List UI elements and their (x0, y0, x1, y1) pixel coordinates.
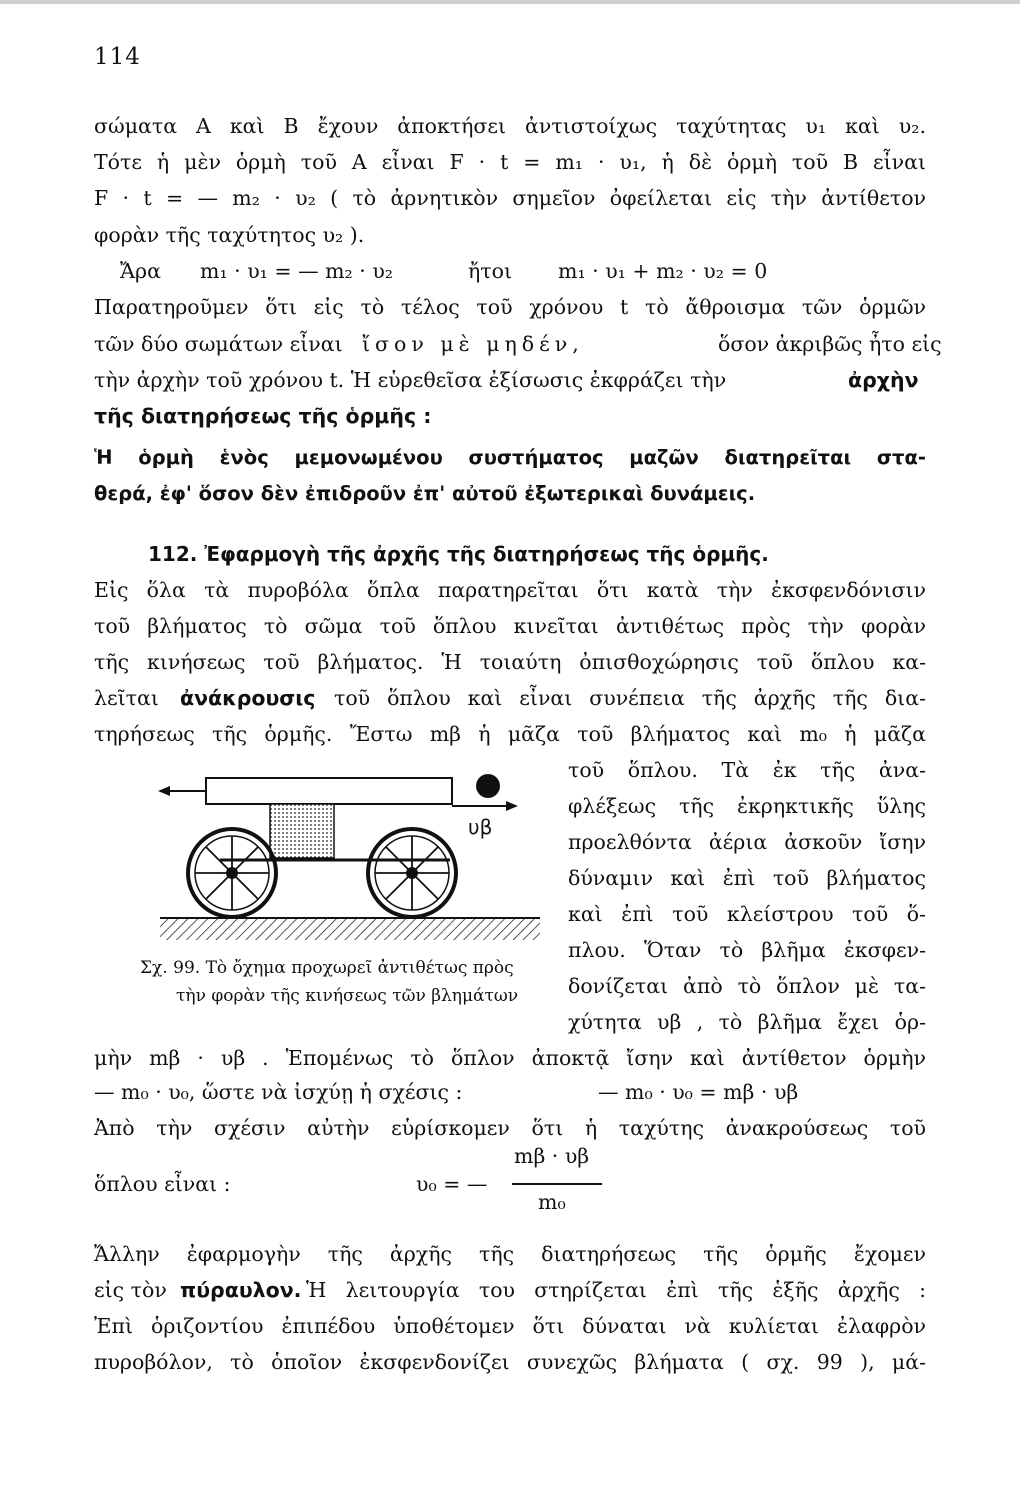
projectile (476, 774, 500, 798)
text-line-part: Ἡ λειτουργία του στηρίζεται ἐπὶ τῆς ἑξῆς ἀρχῆς : (306, 1278, 926, 1302)
theorem-line: θερά, ἐφ' ὅσον δὲν ἐπιδροῦν ἐπ' αὐτοῦ ἐξωτερικαὶ δυνάμεις. (94, 482, 756, 505)
cart-platform (206, 778, 452, 804)
figure-caption: Σχ. 99. Τὸ ὄχημα προχωρεῖ ἀντιθέτως πρὸς (140, 958, 514, 978)
text-line: Ἄλλην ἐφαρμογὴν τῆς ἀρχῆς τῆς διατηρήσεως τῆς ὁρμῆς ἔχομεν (94, 1242, 926, 1266)
theorem-line: Ἡ ὁρμὴ ἑνὸς μεμονωμένου συστήματος μαζῶν διατηρεῖται στα- (94, 446, 926, 469)
text-line-part: τῶν δύο σωμάτων εἶναι (94, 332, 343, 356)
bold-term-recoil: ἀνάκρουσις (180, 686, 316, 710)
cart-wheel-left (188, 829, 276, 917)
text-line: Εἰς ὅλα τὰ πυροβόλα ὅπλα παρατηρεῖται ὅτι κατὰ τὴν ἐκσφενδόνισιν (94, 578, 926, 602)
cart-wheel-right (368, 829, 456, 917)
text-line: μὴν mβ · υβ . Ἑπομένως τὸ ὅπλον ἀποκτᾷ ἴσην καὶ ἀντίθετον ὁρμὴν (94, 1046, 926, 1070)
fraction-denominator: m₀ (538, 1190, 566, 1214)
text-line: φορὰν τῆς ταχύτητος υ₂ ). (94, 223, 365, 247)
side-text-line: καὶ ἐπὶ τοῦ κλείστρου τοῦ ὅ- (568, 902, 926, 926)
text-line: F · t = — m₂ · υ₂ ( τὸ ἀρνητικὸν σημεῖον ὀφείλεται εἰς τὴν ἀντίθετον (94, 186, 926, 210)
text-line-part: τὴν ἀρχὴν τοῦ χρόνου t. Ἡ εὑρεθεῖσα ἐξίσωσις ἐκφράζει τὴν (94, 368, 727, 392)
text-line: Παρατηροῦμεν ὅτι εἰς τὸ τέλος τοῦ χρόνου t τὸ ἄθροισμα τῶν ὁρμῶν (94, 295, 926, 319)
recoil-arrowhead (158, 786, 170, 796)
side-text-line: δύναμιν καὶ ἐπὶ τοῦ βλήματος (568, 866, 926, 890)
text-line-part: τοῦ ὅπλου καὶ εἶναι συνέπεια τῆς ἀρχῆς τῆς δια- (334, 686, 926, 710)
page-number: 114 (94, 44, 141, 70)
side-text-line: φλέξεως τῆς ἐκρηκτικῆς ὕλης (568, 794, 926, 818)
velocity-label: υβ (468, 815, 493, 839)
equation-momentum-sum: m₁ · υ₁ + m₂ · υ₂ = 0 (558, 259, 768, 283)
text-line: σώματα Α καὶ Β ἔχουν ἀποκτήσει ἀντιστοίχως ταχύτητας υ₁ καὶ υ₂. (94, 114, 926, 138)
side-text-line: δονίζεται ἀπὸ τὸ ὅπλον μὲ τα- (568, 974, 926, 998)
bold-term-conservation: τῆς διατηρήσεως τῆς ὁρμῆς : (94, 404, 432, 428)
equation-lhs: υ₀ = — (416, 1172, 488, 1196)
equation-recoil: — m₀ · υ₀ = mβ · υβ (598, 1080, 799, 1104)
spaced-emphasis: ἴσον μὲ μηδέν, (362, 332, 584, 356)
text-line-part: λεῖται (94, 686, 159, 710)
side-text-line: χύτητα υβ , τὸ βλῆμα ἔχει ὁρ- (568, 1010, 926, 1034)
bold-term-rocket: πύραυλον. (180, 1278, 302, 1302)
section-heading: 112. Ἐφαρμογὴ τῆς ἀρχῆς τῆς διατηρήσεως τῆς ὁρμῆς. (148, 542, 769, 566)
text-line-part: εἰς τὸν (94, 1278, 167, 1302)
text-line: Ἀπὸ τὴν σχέσιν αὐτὴν εὑρίσκομεν ὅτι ἡ ταχύτης ἀνακρούσεως τοῦ (94, 1116, 926, 1140)
fraction-bar (512, 1183, 602, 1185)
side-text-line: τοῦ ὅπλου. Τὰ ἐκ τῆς ἀνα- (568, 758, 926, 782)
equation-momentum-equal: m₁ · υ₁ = — m₂ · υ₂ (200, 259, 393, 283)
text-line: τῆς κινήσεως τοῦ βλήματος. Ἡ τοιαύτη ὀπισθοχώρησις τοῦ ὅπλου κα- (94, 650, 926, 674)
fraction-numerator: mβ · υβ (514, 1144, 590, 1168)
equation-htoi-label: ἤτοι (468, 259, 513, 283)
figure-caption: τὴν φορὰν τῆς κινήσεως τῶν βλημάτων (176, 986, 519, 1006)
side-text-line: προελθόντα ἀέρια ἀσκοῦν ἴσην (568, 830, 926, 854)
equation-ara-label: Ἄρα (120, 259, 161, 283)
text-line-part: ὅσον ἀκριβῶς ἦτο εἰς (718, 332, 942, 356)
text-line: τοῦ βλήματος τὸ σῶμα τοῦ ὅπλου κινεῖται ἀντιθέτως πρὸς τὴν φορὰν (94, 614, 926, 638)
equation-prefix: ὅπλου εἶναι : (94, 1172, 231, 1196)
projectile-arrowhead (506, 801, 518, 811)
cart-body (270, 804, 334, 858)
text-line: Τότε ἡ μὲν ὁρμὴ τοῦ Α εἶναι F · t = m₁ · υ₁, ἡ δὲ ὁρμὴ τοῦ Β εἶναι (94, 150, 926, 174)
equation-recoil-text: — m₀ · υ₀, ὥστε νὰ ἰσχύῃ ἡ σχέσις : (94, 1080, 463, 1104)
ground-hatching (160, 918, 540, 940)
side-text-line: πλου. Ὅταν τὸ βλῆμα ἐκσφεν- (568, 938, 926, 962)
text-line: Ἐπὶ ὁριζοντίου ἐπιπέδου ὑποθέτομεν ὅτι δύναται νὰ κυλίεται ἐλαφρὸν (94, 1314, 926, 1338)
bold-term-principle: ἀρχὴν (848, 368, 919, 392)
cannon-cart-figure (150, 768, 550, 948)
text-line: τηρήσεως τῆς ὁρμῆς. Ἔστω mβ ἡ μᾶζα τοῦ βλήματος καὶ m₀ ἡ μᾶζα (94, 722, 926, 746)
text-line: πυροβόλον, τὸ ὁποῖον ἐκσφενδονίζει συνεχῶς βλήματα ( σχ. 99 ), μά- (94, 1350, 926, 1374)
top-edge (0, 0, 1020, 4)
